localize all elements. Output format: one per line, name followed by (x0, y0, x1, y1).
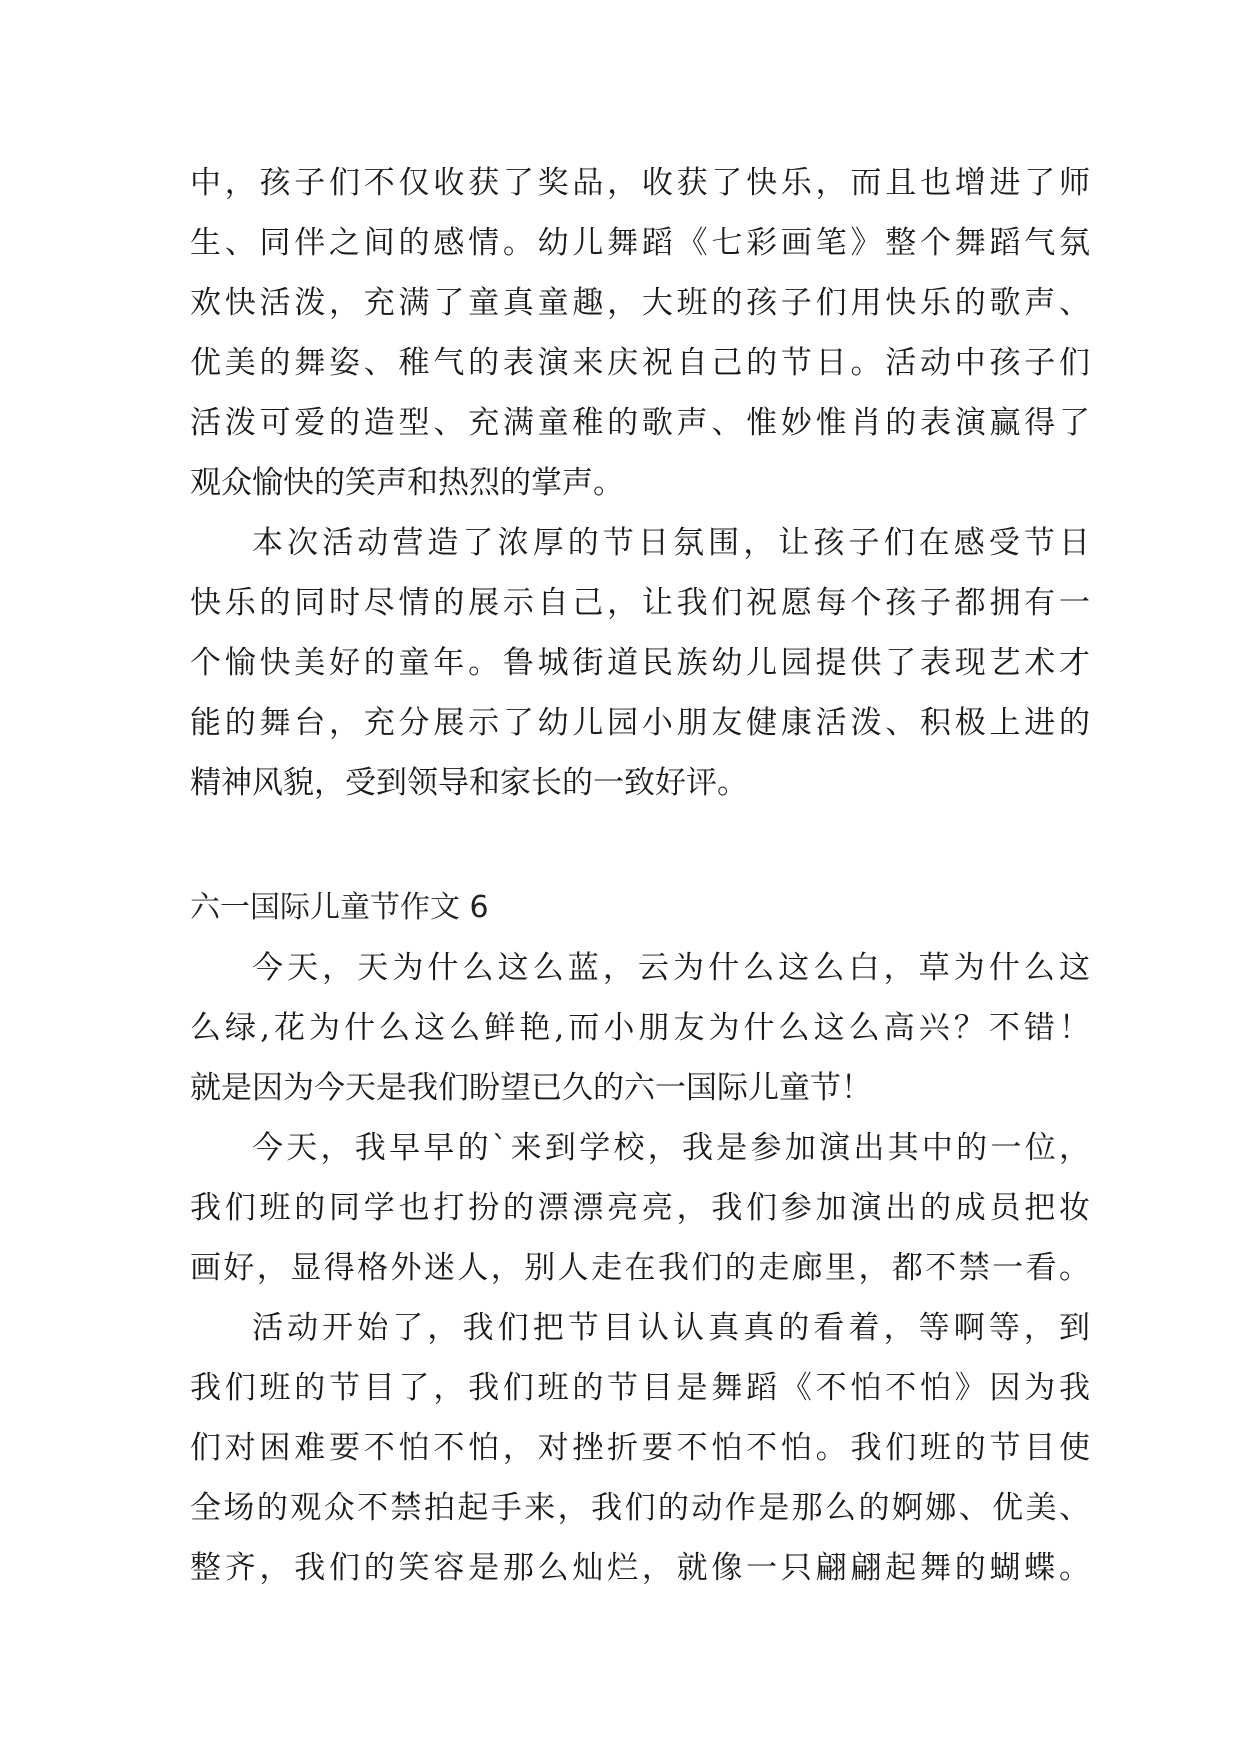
paragraph-line: 中，孩子们不仅收获了奖品，收获了快乐，而且也增进了师 (190, 165, 1090, 201)
section-heading: 六一国际儿童节作文 6 (190, 890, 489, 925)
paragraph-line: 活动开始了，我们把节目认认真真的看着，等啊等，到 (252, 1310, 1090, 1346)
paragraph-line: 快乐的同时尽情的展示自己，让我们祝愿每个孩子都拥有一 (190, 585, 1090, 621)
paragraph-line: 精神风貌，受到领导和家长的一致好评。 (190, 765, 748, 801)
paragraph-line: 们对困难要不怕不怕，对挫折要不怕不怕。我们班的节目使 (190, 1430, 1090, 1466)
paragraph-line: 么绿,花为什么这么鲜艳,而小朋友为什么这么高兴？不错！ (190, 1010, 1090, 1046)
paragraph-line: 本次活动营造了浓厚的节日氛围，让孩子们在感受节日 (252, 525, 1090, 561)
paragraph-line: 整齐，我们的笑容是那么灿烂，就像一只翩翩起舞的蝴蝶。 (190, 1550, 1090, 1586)
paragraph-line: 今天，天为什么这么蓝，云为什么这么白，草为什么这 (252, 950, 1090, 986)
paragraph-line: 优美的舞姿、稚气的表演来庆祝自己的节日。活动中孩子们 (190, 345, 1090, 381)
paragraph-line: 能的舞台，充分展示了幼儿园小朋友健康活泼、积极上进的 (190, 705, 1090, 741)
paragraph-line: 我们班的节目了，我们班的节目是舞蹈《不怕不怕》因为我 (190, 1370, 1090, 1406)
paragraph-line: 生、同伴之间的感情。幼儿舞蹈《七彩画笔》整个舞蹈气氛 (190, 225, 1090, 261)
paragraph-line: 今天，我早早的`来到学校，我是参加演出其中的一位， (252, 1130, 1090, 1166)
paragraph-line: 活泼可爱的造型、充满童稚的歌声、惟妙惟肖的表演赢得了 (190, 405, 1090, 441)
paragraph-line: 个愉快美好的童年。鲁城街道民族幼儿园提供了表现艺术才 (190, 645, 1090, 681)
paragraph-line: 全场的观众不禁拍起手来，我们的动作是那么的婀娜、优美、 (190, 1490, 1090, 1526)
paragraph-line: 观众愉快的笑声和热烈的掌声。 (190, 465, 624, 501)
paragraph-line: 画好，显得格外迷人，别人走在我们的走廊里，都不禁一看。 (190, 1250, 1090, 1286)
paragraph-line: 就是因为今天是我们盼望已久的六一国际儿童节！ (190, 1070, 872, 1106)
paragraph-line: 我们班的同学也打扮的漂漂亮亮，我们参加演出的成员把妆 (190, 1190, 1090, 1226)
paragraph-line: 欢快活泼，充满了童真童趣，大班的孩子们用快乐的歌声、 (190, 285, 1090, 321)
